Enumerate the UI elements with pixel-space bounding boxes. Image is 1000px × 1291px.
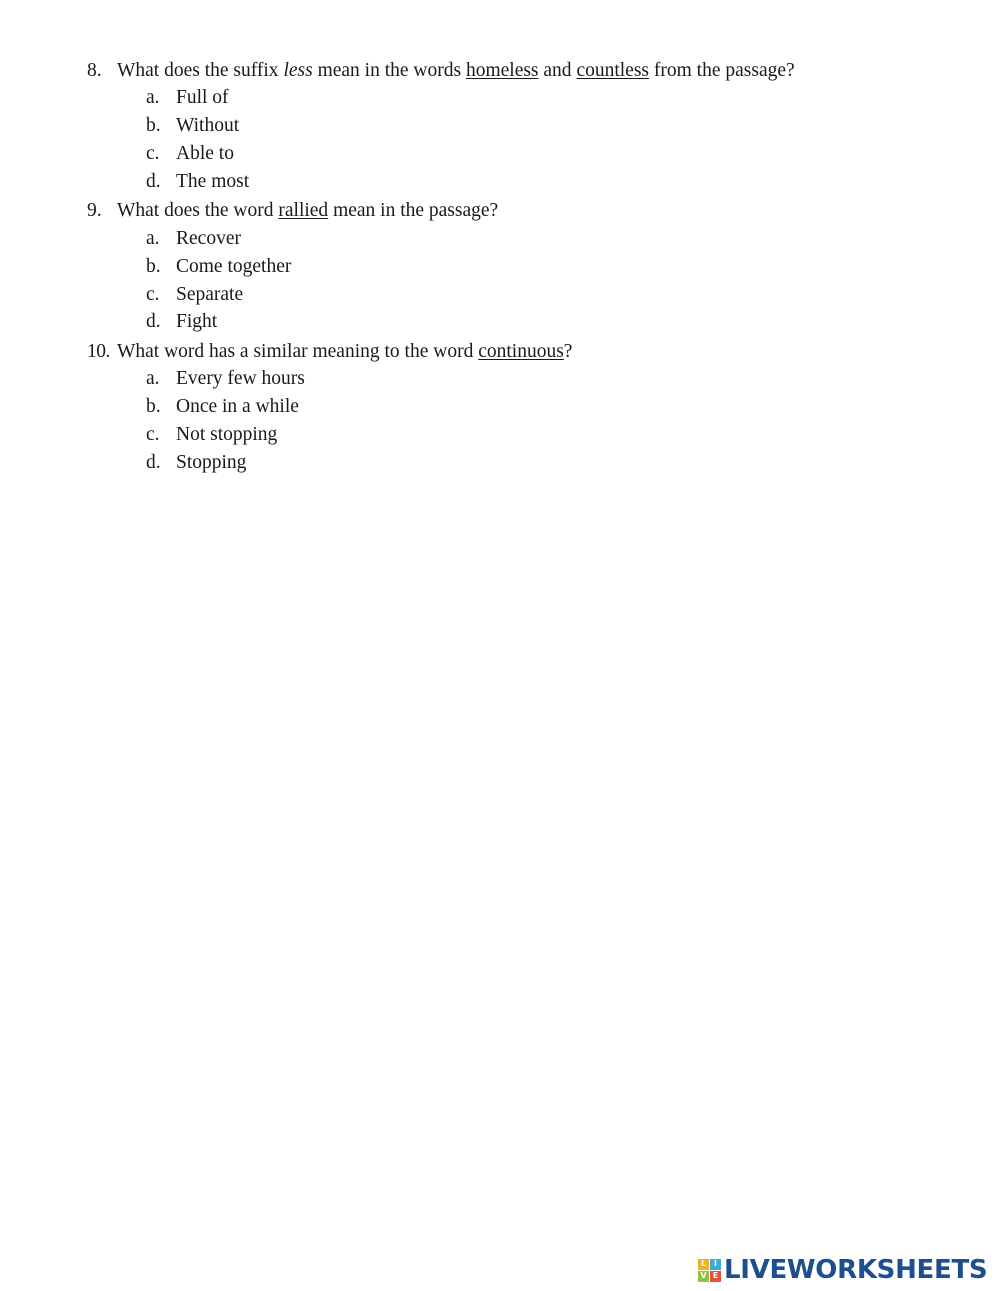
option-8d (146, 171, 249, 193)
underlined-word: countless (576, 60, 650, 81)
option-text: Not stopping (176, 424, 278, 445)
option-letter: c. (146, 284, 160, 305)
option-text: Come together (176, 256, 292, 277)
option-letter: c. (146, 424, 160, 445)
option-letter: a. (146, 87, 160, 108)
option-10b (146, 396, 299, 418)
option-8b (146, 115, 239, 137)
option-8c (146, 143, 234, 165)
question-text: from the passage? (649, 60, 795, 81)
question-text: mean in the passage? (328, 200, 499, 221)
option-letter: b. (146, 396, 161, 417)
question-8 (87, 60, 795, 82)
question-text: and (538, 60, 577, 81)
underlined-word: rallied (278, 200, 329, 221)
italic-term: less (283, 60, 313, 81)
option-10d (146, 452, 246, 474)
underlined-word: continuous (478, 341, 564, 362)
option-letter: d. (146, 171, 161, 192)
question-text: What does the suffix (117, 60, 284, 81)
option-text: Able to (176, 143, 234, 164)
option-10a (146, 368, 305, 390)
underlined-word: homeless (465, 60, 539, 81)
option-text: Recover (176, 228, 241, 249)
option-9d (146, 311, 217, 333)
logo-text: LIVEWORKSHEETS (724, 1255, 988, 1285)
option-letter: a. (146, 228, 160, 249)
option-letter: d. (146, 311, 161, 332)
option-letter: c. (146, 143, 160, 164)
liveworksheets-logo (698, 1256, 987, 1284)
option-text: Stopping (176, 452, 247, 473)
option-letter: d. (146, 452, 161, 473)
option-8a (146, 87, 229, 109)
option-text: Fight (176, 311, 218, 332)
logo-grid-letter: E (710, 1271, 721, 1282)
option-10c (146, 424, 277, 446)
option-9b (146, 256, 291, 278)
option-9c (146, 284, 243, 306)
question-text: What word has a similar meaning to the word (117, 341, 479, 362)
question-9 (87, 200, 498, 222)
question-text: ? (563, 341, 573, 362)
question-text: What does the word (117, 200, 279, 221)
option-9a (146, 228, 241, 250)
logo-grid-letter: I (710, 1259, 721, 1270)
question-10 (87, 341, 572, 363)
option-text: Full of (176, 87, 229, 108)
question-number: 10. (87, 341, 110, 362)
question-number: 9. (87, 200, 102, 221)
option-letter: a. (146, 368, 160, 389)
logo-icon (698, 1259, 721, 1282)
option-text: The most (176, 171, 250, 192)
logo-grid-letter: L (698, 1259, 709, 1270)
option-text: Separate (176, 284, 244, 305)
option-text: Without (176, 115, 240, 136)
option-letter: b. (146, 115, 161, 136)
logo-grid-letter: V (698, 1271, 709, 1282)
option-text: Once in a while (176, 396, 299, 417)
option-text: Every few hours (176, 368, 305, 389)
question-text: mean in the words (312, 60, 466, 81)
option-letter: b. (146, 256, 161, 277)
question-number: 8. (87, 60, 102, 81)
